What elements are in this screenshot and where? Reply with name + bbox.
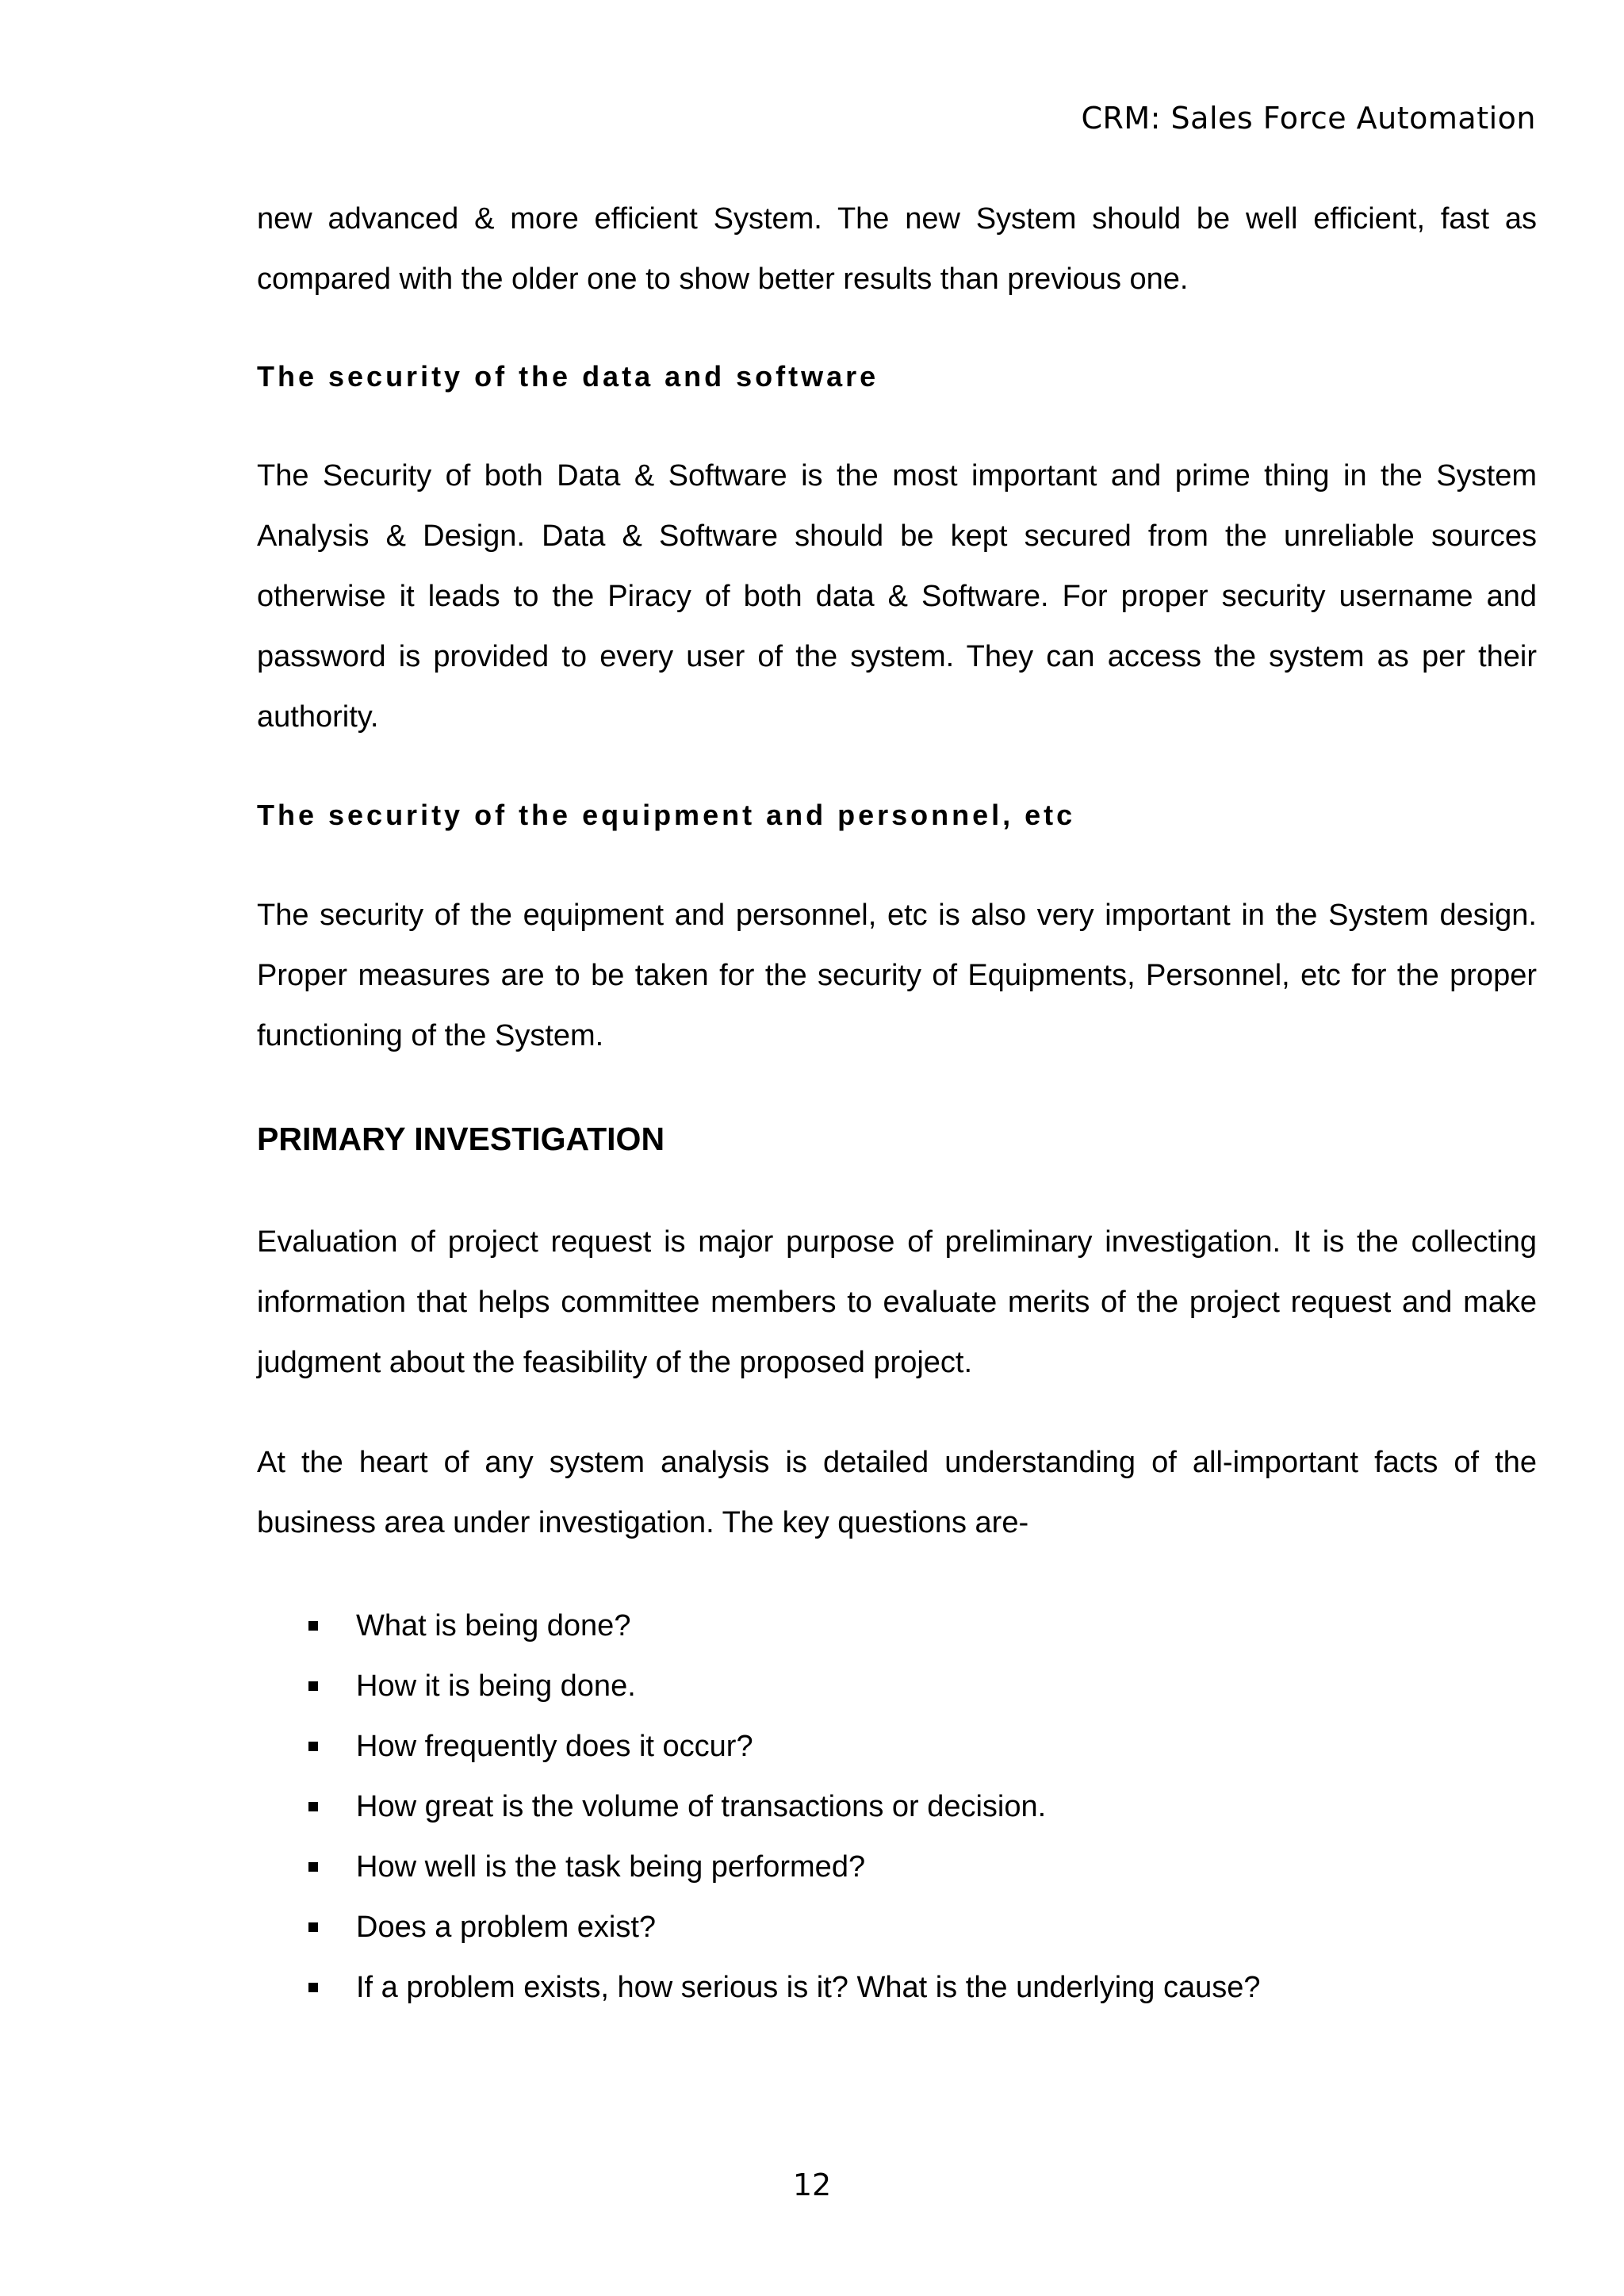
list-item-text: What is being done? xyxy=(356,1609,631,1642)
running-header: CRM: Sales Force Automation xyxy=(1081,101,1536,136)
square-bullet-icon xyxy=(308,1983,318,1992)
list-item-text: How well is the task being performed? xyxy=(356,1850,866,1884)
investigation-purpose-paragraph: Evaluation of project request is major purpose of preliminary investigation. It is the collecting information that helps committee members to evaluate merits of the project request and make judgment about the feasibility of the proposed project. xyxy=(257,1225,1537,1379)
system-analysis-paragraph: At the heart of any system analysis is detailed understanding of all-important facts of the business area under investigation. The key questions are- xyxy=(257,1446,1537,1539)
page-number: 12 xyxy=(792,2168,832,2202)
list-item-text: How frequently does it occur? xyxy=(356,1730,753,1763)
square-bullet-icon xyxy=(308,1862,318,1872)
equipment-security-paragraph: The security of the equipment and personnel, etc is also very important in the System design. Proper measures are to be taken for the security of Equipments, Personnel, etc for the proper functioning of the System. xyxy=(257,899,1537,1052)
square-bullet-icon xyxy=(308,1922,318,1932)
intro-paragraph: new advanced & more efficient System. The new System should be well efficient, fast as compared with the older one to show better results than previous one. xyxy=(257,202,1537,296)
list-item-text: How it is being done. xyxy=(356,1669,636,1703)
list-item-text: Does a problem exist? xyxy=(356,1911,657,1944)
square-bullet-icon xyxy=(308,1621,318,1631)
data-security-heading: The security of the data and software xyxy=(257,360,879,393)
square-bullet-icon xyxy=(308,1681,318,1691)
primary-investigation-heading: PRIMARY INVESTIGATION xyxy=(257,1121,665,1157)
list-item-text: If a problem exists, how serious is it? What is the underlying cause? xyxy=(356,1971,1261,2004)
equipment-security-heading: The security of the equipment and personnel, etc xyxy=(257,799,1076,831)
square-bullet-icon xyxy=(308,1802,318,1811)
data-security-paragraph: The Security of both Data & Software is the most important and prime thing in the System Analysis & Design. Data & Software should be kept secured from the unreliable sources otherwise it leads to the Piracy of both data & Software. For proper security username and password is provided to every user of the system. They can access the system as per their authority. xyxy=(257,459,1537,734)
square-bullet-icon xyxy=(308,1742,318,1751)
list-item-text: How great is the volume of transactions or decision. xyxy=(356,1790,1047,1823)
